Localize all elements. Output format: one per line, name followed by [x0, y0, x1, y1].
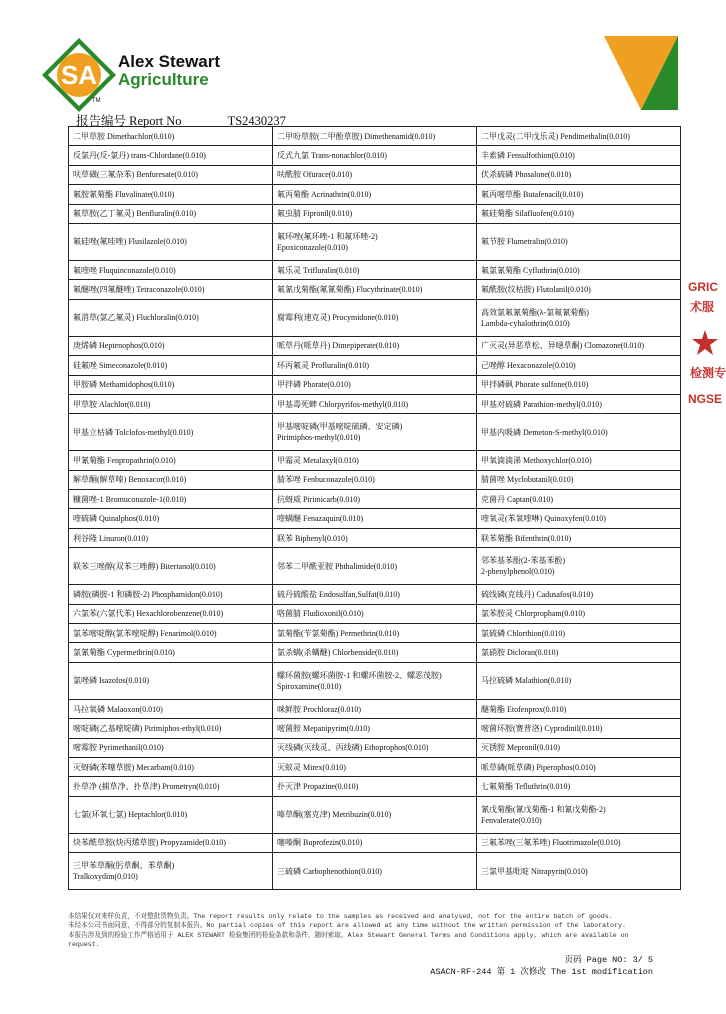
table-cell: 硅氟唑 Simeconazole(0.010) — [69, 356, 273, 375]
red-stamp — [686, 280, 726, 420]
table-cell: 庚烯磷 Heptenophos(0.010) — [69, 336, 273, 355]
table-row — [69, 853, 681, 890]
report-number: TS2430237 — [227, 114, 286, 128]
table-cell: 广灭灵(异恶草松、异噁草酮) Clomazone(0.010) — [477, 336, 681, 355]
table-row — [69, 833, 681, 852]
table-row — [69, 528, 681, 547]
table-cell: 灭线磷(灭线灵、丙线磷) Ethoprophos(0.010) — [273, 738, 477, 757]
table-row — [69, 662, 681, 699]
table-cell: 氟丙菊酯 Acrinathrin(0.010) — [273, 185, 477, 204]
table-cell: 咯菌腈 Fludioxonil(0.010) — [273, 604, 477, 623]
table-row — [69, 509, 681, 528]
table-cell: 三硫磷 Carbophenothion(0.010) — [273, 853, 477, 890]
table-cell: 六氯苯(六氯代苯) Hexachlorobenzene(0.010) — [69, 604, 273, 623]
table-cell: 三氯甲基吡啶 Nitrapyrin(0.010) — [477, 853, 681, 890]
table-cell: 甲胺磷 Methamidophos(0.010) — [69, 375, 273, 394]
table-cell: 氟酰胺(纹枯胺) Flutolanil(0.010) — [477, 280, 681, 299]
table-row — [69, 548, 681, 585]
table-cell: 三甲苯草酮(肟草酮、苯草酮) Tralkoxydim(0.010) — [69, 853, 273, 890]
stamp-text-3: 检测专 — [690, 366, 726, 380]
brand-name: Alex Stewart — [118, 52, 221, 71]
table-row — [69, 643, 681, 662]
table-cell: 氯杀螨(杀螨醚) Chlorbenside(0.010) — [273, 643, 477, 662]
table-cell: 甲拌磷 Phorate(0.010) — [273, 375, 477, 394]
table-cell: 氟节胺 Flumetralin(0.010) — [477, 223, 681, 260]
alex-stewart-logo — [42, 38, 116, 112]
table-cell: 甲拌磷砜 Phorate sulfone(0.010) — [477, 375, 681, 394]
table-cell: 噻嗪酮 Buprofezin(0.010) — [273, 833, 477, 852]
table-cell: 硫丹硫酸盐 Endosulfan,Sulfat(0.010) — [273, 585, 477, 604]
table-cell: 甲基对硫磷 Parathion-methyl(0.010) — [477, 394, 681, 413]
disclaimer-line-3: 本报告涉及到的检验工作严格适用于 ALEX STEWART 检验集团的检验条款和条件，随时索取。Alex Stewart General Terms and Conditions apply, which are available on request. — [68, 931, 629, 949]
analyte-table — [68, 126, 681, 890]
table-cell: 灭蚜磷(苯噻草胺) Mecarbam(0.010) — [69, 757, 273, 776]
svg-text:SA: SA — [60, 60, 98, 90]
table-cell: 灭锈胺 Mepronil(0.010) — [477, 738, 681, 757]
table-cell: 氯苯胺灵 Chlorpropham(0.010) — [477, 604, 681, 623]
page-number: 页码 Page NO: 3/ 5 — [564, 955, 653, 965]
table-row — [69, 204, 681, 223]
table-cell: 扑灭津 Propazine(0.010) — [273, 777, 477, 796]
table-cell: 喹硫磷 Quinalphos(0.010) — [69, 509, 273, 528]
table-row — [69, 719, 681, 738]
table-cell: 甲氰菊酯 Fenpropathrin(0.010) — [69, 451, 273, 470]
table-cell: 联苯菊酯 Bifenthrin(0.010) — [477, 528, 681, 547]
table-cell: 氰戊菊酯(氰戊菊酯-1 和氰戊菊酯-2) Fenvalerate(0.010) — [477, 796, 681, 833]
table-row — [69, 165, 681, 184]
table-row — [69, 185, 681, 204]
table-row — [69, 336, 681, 355]
corner-triangle-icon — [604, 36, 678, 110]
table-cell: 嘧啶磷(乙基嘧啶磷) Pirimiphos-ethyl(0.010) — [69, 719, 273, 738]
table-row — [69, 375, 681, 394]
table-cell: 己唑醇 Hexaconazole(0.010) — [477, 356, 681, 375]
table-cell: 克菌丹 Captan(0.010) — [477, 490, 681, 509]
table-cell: 三氟苯唑(三氟苯唑) Fluotrimazole(0.010) — [477, 833, 681, 852]
table-cell: 呋草磺(三氟杂苯) Benfuresate(0.010) — [69, 165, 273, 184]
table-row — [69, 777, 681, 796]
table-row — [69, 796, 681, 833]
table-cell: 哌草磷(哌草磷) Piperophos(0.010) — [477, 757, 681, 776]
table-row — [69, 604, 681, 623]
table-row — [69, 299, 681, 336]
table-cell: 氟氯氰菊酯 Cyfluthrin(0.010) — [477, 260, 681, 279]
table-cell: 甲基内吸磷 Demeton-S-methyl(0.010) — [477, 414, 681, 451]
table-row — [69, 624, 681, 643]
table-cell: 磷胺(磷胺-1 和磷胺-2) Phosphamidon(0.010) — [69, 585, 273, 604]
table-row — [69, 260, 681, 279]
table-cell: 咪鲜胺 Prochloraz(0.010) — [273, 699, 477, 718]
table-cell: 扑草净 (捕草净、扑草津) Prometryn(0.010) — [69, 777, 273, 796]
table-row — [69, 470, 681, 489]
table-cell: 氟硅唑(氟哇唑) Flusilazole(0.010) — [69, 223, 273, 260]
disclaimer — [68, 912, 656, 950]
table-cell: 七氟菊酯 Tefluthrin(0.010) — [477, 777, 681, 796]
stamp-text-4: NGSE — [688, 392, 723, 406]
table-row — [69, 451, 681, 470]
table-cell: 甲氧滴滴涕 Methoxychlor(0.010) — [477, 451, 681, 470]
table-cell: 联苯 Biphenyl(0.010) — [273, 528, 477, 547]
table-cell: 氟草胺(乙丁氟灵) Benfluralin(0.010) — [69, 204, 273, 223]
table-cell: 马拉硫磷 Malathion(0.010) — [477, 662, 681, 699]
table-cell: 氟虫腈 Fipronil(0.010) — [273, 204, 477, 223]
table-cell: 反式九氯 Trans-nonachlor(0.010) — [273, 146, 477, 165]
disclaimer-line-2: 未经本公司书面同意，不得部分的复制本报告。No partial copies of this report are allowed at any time without the written permission of the laboratory. — [68, 922, 626, 930]
table-cell: 反氯丹(反-氯丹) trans-Chlordane(0.010) — [69, 146, 273, 165]
table-cell: 喹螨醚 Fenazaquin(0.010) — [273, 509, 477, 528]
table-cell: 甲草胺 Alachlor(0.010) — [69, 394, 273, 413]
table-cell: 氯氰菊酯 Cypermethrin(0.010) — [69, 643, 273, 662]
table-row — [69, 356, 681, 375]
table-cell: 氟乐灵 Trifluralin(0.010) — [273, 260, 477, 279]
table-cell: 腐霉利(速克灵) Procymidone(0.010) — [273, 299, 477, 336]
table-row — [69, 757, 681, 776]
table-row — [69, 738, 681, 757]
table-cell: 嘧菌环胺(赛普洛) Cyprodinil(0.010) — [477, 719, 681, 738]
table-cell: 腈苯唑 Fenbuconazole(0.010) — [273, 470, 477, 489]
table-row — [69, 280, 681, 299]
table-row — [69, 127, 681, 146]
table-cell: 甲霜灵 Metalaxyl(0.010) — [273, 451, 477, 470]
table-cell: 氟胺氰菊酯 Fluvalinate(0.010) — [69, 185, 273, 204]
table-cell: 氟硅菊酯 Silafluofen(0.010) — [477, 204, 681, 223]
report-label: 报告编号 Report No — [76, 114, 182, 128]
table-row — [69, 394, 681, 413]
table-cell: 氯苯嘧啶醇(氯苯嘧啶醇) Fenarimol(0.010) — [69, 624, 273, 643]
table-cell: 氟醚唑(四氟醚唑) Tetraconazole(0.010) — [69, 280, 273, 299]
table-cell: 七氯(环氧七氯) Heptachlor(0.010) — [69, 796, 273, 833]
table-cell: 伏杀硫磷 Phosalone(0.010) — [477, 165, 681, 184]
table-cell: 氯硝胺 Dicloran(0.010) — [477, 643, 681, 662]
table-cell: 二甲戊灵(二甲戊乐灵) Pendimethalin(0.010) — [477, 127, 681, 146]
table-cell: 联苯三唑醇(双苯三唑醇) Bitertanol(0.010) — [69, 548, 273, 585]
table-cell: 氟喹唑 Fluquinconazole(0.010) — [69, 260, 273, 279]
table-cell: 螺环菌胺(螺环菌胺-1 和螺环菌胺-2、螺恶茂胺) Spiroxamine(0.010) — [273, 662, 477, 699]
table-cell: 高效氯氟氰菊酯(λ-氯氟氰菊酯) Lambda-cyhalothrin(0.010) — [477, 299, 681, 336]
disclaimer-line-1: 本结果仅对来样负责，不对整批货物负责。The report results only relate to the samples as received and analysed, not for the entire batch of goods. — [68, 913, 613, 920]
table-cell: 糠菌唑-1 Bromuconazole-1(0.010) — [69, 490, 273, 509]
table-row — [69, 490, 681, 509]
brand-subname: Agriculture — [118, 70, 209, 89]
table-cell: 嘧霉胺 Pyrimethanil(0.010) — [69, 738, 273, 757]
table-cell: 氯硫磷 Chlorthion(0.010) — [477, 624, 681, 643]
table-cell: 丰索磷 Fensulfothion(0.010) — [477, 146, 681, 165]
table-cell: 醚菊酯 Etofenprox(0.010) — [477, 699, 681, 718]
table-row — [69, 223, 681, 260]
trademark: TM — [92, 98, 101, 104]
table-cell: 氯唑磷 Isazofos(0.010) — [69, 662, 273, 699]
table-cell: 利谷隆 Linuron(0.010) — [69, 528, 273, 547]
table-row — [69, 414, 681, 451]
table-cell: 硫线磷(克线丹) Cadusafos(0.010) — [477, 585, 681, 604]
table-cell: 氟丙嘧草酯 Butafenacil(0.010) — [477, 185, 681, 204]
table-cell: 氯菊酯(苄氯菊酯) Permethrin(0.010) — [273, 624, 477, 643]
table-cell: 哌草丹(哌草丹) Dimepiperate(0.010) — [273, 336, 477, 355]
table-cell: 邻苯基苯酚(2-苯基苯酚) 2-phenylphenol(0.010) — [477, 548, 681, 585]
stamp-text-1: GRIC — [688, 280, 718, 294]
table-cell: 甲基嘧啶磷(甲基嘧啶硫磷、安定磷) Pirimiphos-methyl(0.010) — [273, 414, 477, 451]
table-cell: 二甲草胺 Dimethachlor(0.010) — [69, 127, 273, 146]
table-cell: 抗蚜威 Pirimicarb(0.010) — [273, 490, 477, 509]
table-cell: 嗪草酮(塞克津) Metribuzin(0.010) — [273, 796, 477, 833]
star-icon — [692, 330, 718, 356]
table-cell: 呋酰胺 Ofurace(0.010) — [273, 165, 477, 184]
stamp-text-2: 术服 — [690, 300, 715, 314]
table-row — [69, 699, 681, 718]
table-cell: 氟环唑(氟环唑-1 和氟环唑-2) Epoxiconazole(0.010) — [273, 223, 477, 260]
table-cell: 解草酮(解草嗪) Benoxacor(0.010) — [69, 470, 273, 489]
table-cell: 炔苯酰草胺(炔丙烯草胺) Propyzamide(0.010) — [69, 833, 273, 852]
table-cell: 灭蚁灵 Mirex(0.010) — [273, 757, 477, 776]
table-cell: 腈菌唑 Myclobutanil(0.010) — [477, 470, 681, 489]
table-cell: 环丙氟灵 Profluralin(0.010) — [273, 356, 477, 375]
table-cell: 甲基立枯磷 Tolclofos-methyl(0.010) — [69, 414, 273, 451]
table-row — [69, 146, 681, 165]
table-cell: 氟氰戊菊酯(氟氰菊酯) Flucythrinate(0.010) — [273, 280, 477, 299]
table-cell: 二甲吩草胺(二甲酚草胺) Dimethenamid(0.010) — [273, 127, 477, 146]
table-cell: 甲基毒死蜱 Chlorpyrifos-methyl(0.010) — [273, 394, 477, 413]
table-cell: 氟消草(氯乙氟灵) Fluchloralin(0.010) — [69, 299, 273, 336]
table-cell: 嘧菌胺 Mepanipyrim(0.010) — [273, 719, 477, 738]
page-info — [430, 954, 653, 978]
form-code: ASACN-RF-244 第 1 次修改 The 1st modification — [430, 967, 653, 977]
table-row — [69, 585, 681, 604]
table-cell: 喹氧灵(苯氧喹啉) Quinoxyfen(0.010) — [477, 509, 681, 528]
table-cell: 邻苯二甲酰亚胺 Phthalimide(0.010) — [273, 548, 477, 585]
table-cell: 马拉氧磷 Malaoxon(0.010) — [69, 699, 273, 718]
